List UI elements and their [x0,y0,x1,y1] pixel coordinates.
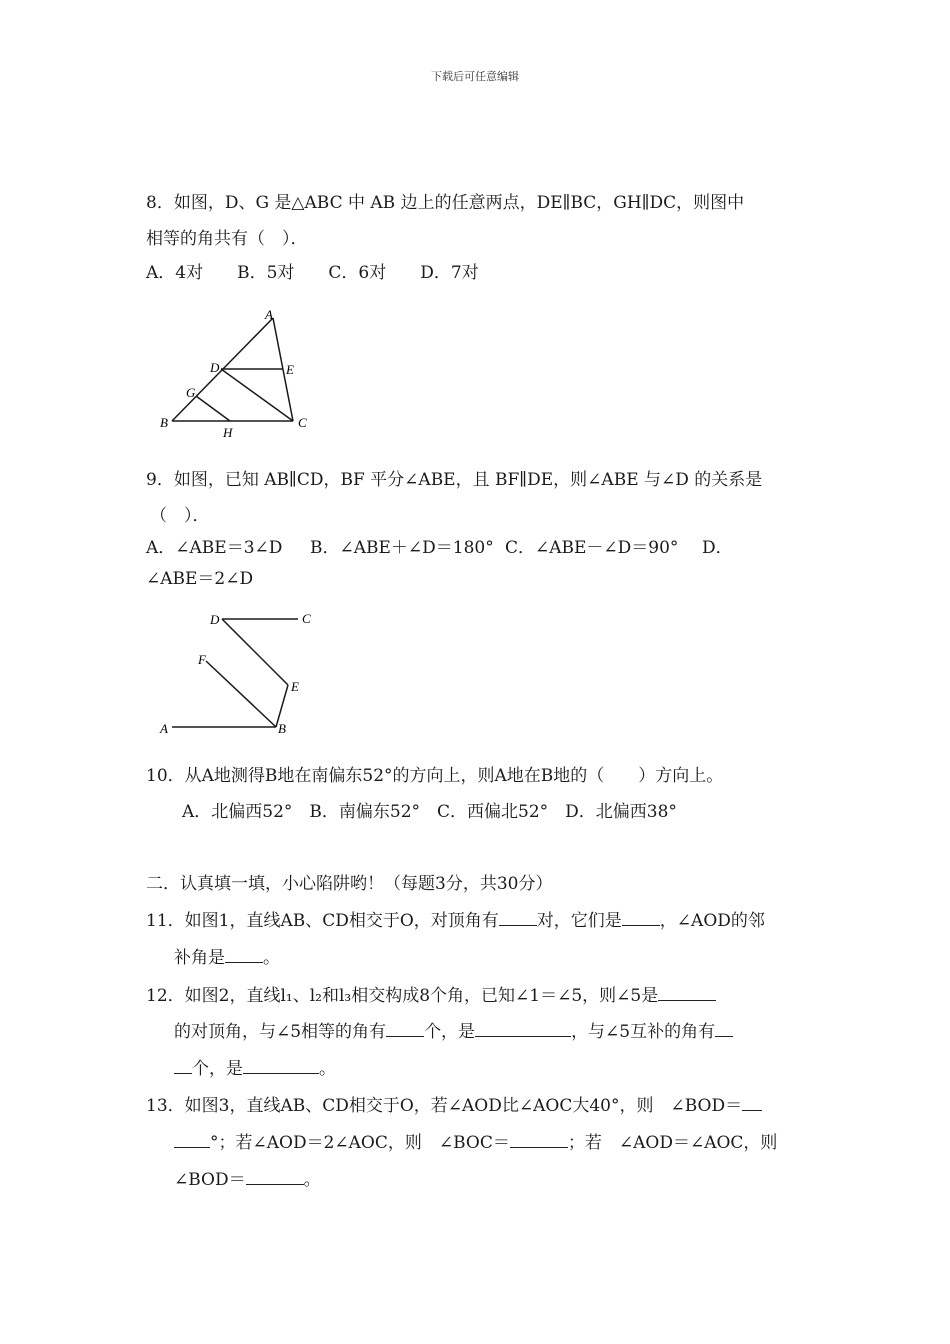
label-e: E [286,362,294,377]
q11-line2 [174,946,280,969]
q9-parallel-figure [150,605,330,740]
q11-blank-2[interactable] [622,909,660,926]
q12-blank-2[interactable] [386,1020,424,1037]
q9-option-b: B．∠ABE＋∠D＝180° [310,538,494,558]
q13-text-d: ∠BOD＝ [174,1170,246,1190]
segment-de [222,619,288,685]
label-b: B [160,415,168,430]
segment-gh [196,396,230,421]
section-2-heading: 二．认真填一填，小心陷阱哟！（每题3分，共30分） [146,874,553,894]
q11-text-b: 对，它们是 [536,911,622,931]
q11-line1 [146,909,765,932]
label-e: E [291,679,299,694]
q9-option-c: C．∠ABE－∠D＝90° [505,538,679,558]
q12-blank-3[interactable] [475,1020,571,1037]
q12-line2 [174,1020,733,1043]
q9-option-d: D． [702,538,733,558]
segment-dc [221,369,293,421]
q12-text-f: 。 [319,1059,336,1079]
label-c: C [302,611,311,626]
label-c: C [298,415,307,430]
q12-blank-4[interactable] [715,1020,733,1037]
q8-triangle-figure [150,302,330,442]
q13-text-c: ；若 ∠AOD＝∠AOC，则 [567,1133,778,1153]
q13-blank-1[interactable] [742,1094,762,1111]
q13-text-e: 。 [303,1170,321,1190]
q12-line1 [146,984,716,1007]
q13-blank-3[interactable] [246,1168,304,1185]
q12-blank-5[interactable] [243,1057,319,1074]
q11-text-e: 。 [263,948,280,968]
q10-options: A．北偏西52° B．南偏东52° C．西偏北52° D．北偏西38° [182,802,677,822]
q10-line1: 10．从A地测得B地在南偏东52°的方向上，则A地在B地的（ ）方向上。 [146,766,724,786]
q11-text-a: 11．如图1，直线AB、CD相交于O，对顶角有 [146,911,499,931]
q9-line2: （ ）． [150,506,210,526]
q12-text-e: 个，是 [192,1059,243,1079]
q13-line1 [146,1094,762,1117]
segment-fb [206,661,276,727]
q13-line2 [174,1131,777,1154]
q11-text-c: ，∠AOD的邻 [659,911,765,931]
q8-options: A．4对 B．5对 C．6对 D．7对 [146,263,479,283]
label-b: B [278,721,286,736]
q9-line1: 9．如图，已知 AB∥CD，BF 平分∠ABE，且 BF∥DE，则∠ABE 与∠D 的关系是 [146,470,763,490]
q12-text-a: 12．如图2，直线l₁、l₂和l₃相交构成8个角，已知∠1＝∠5，则∠5是 [146,986,659,1006]
q12-line3 [174,1057,336,1080]
label-a: A [160,721,168,736]
q12-blank-1[interactable] [658,984,716,1001]
q13-blank-2[interactable] [510,1131,568,1148]
q12-blank-4-cont[interactable] [174,1057,192,1074]
page-header: 下载后可任意编辑 [431,70,519,83]
label-a: A [265,307,273,322]
q13-text-b: °；若∠AOD＝2∠AOC，则 ∠BOC＝ [210,1133,510,1153]
q11-blank-1[interactable] [499,909,537,926]
q13-line3 [174,1168,321,1191]
label-d: D [210,612,220,627]
q8-line1: 8．如图，D、G 是△ABC 中 AB 边上的任意两点，DE∥BC，GH∥DC，则图中 [146,193,745,213]
label-h: H [223,425,233,440]
q12-text-d: ，与∠5互补的角有 [571,1022,716,1042]
q12-text-b: 的对顶角，与∠5相等的角有 [174,1022,387,1042]
q13-blank-1-cont[interactable] [174,1131,210,1148]
q12-text-c: 个，是 [424,1022,476,1042]
label-g: G [186,385,196,400]
q9-option-d-text: ∠ABE＝2∠D [146,569,254,589]
label-d: D [210,360,220,375]
q11-blank-3[interactable] [225,946,263,963]
q8-line2: 相等的角共有（ ）． [146,229,308,249]
q9-option-a: A．∠ABE＝3∠D [146,538,283,558]
label-f: F [198,652,206,667]
q13-text-a: 13．如图3，直线AB、CD相交于O，若∠AOD比∠AOC大40°，则 ∠BOD＝ [146,1096,743,1116]
q11-text-d: 补角是 [174,948,225,968]
